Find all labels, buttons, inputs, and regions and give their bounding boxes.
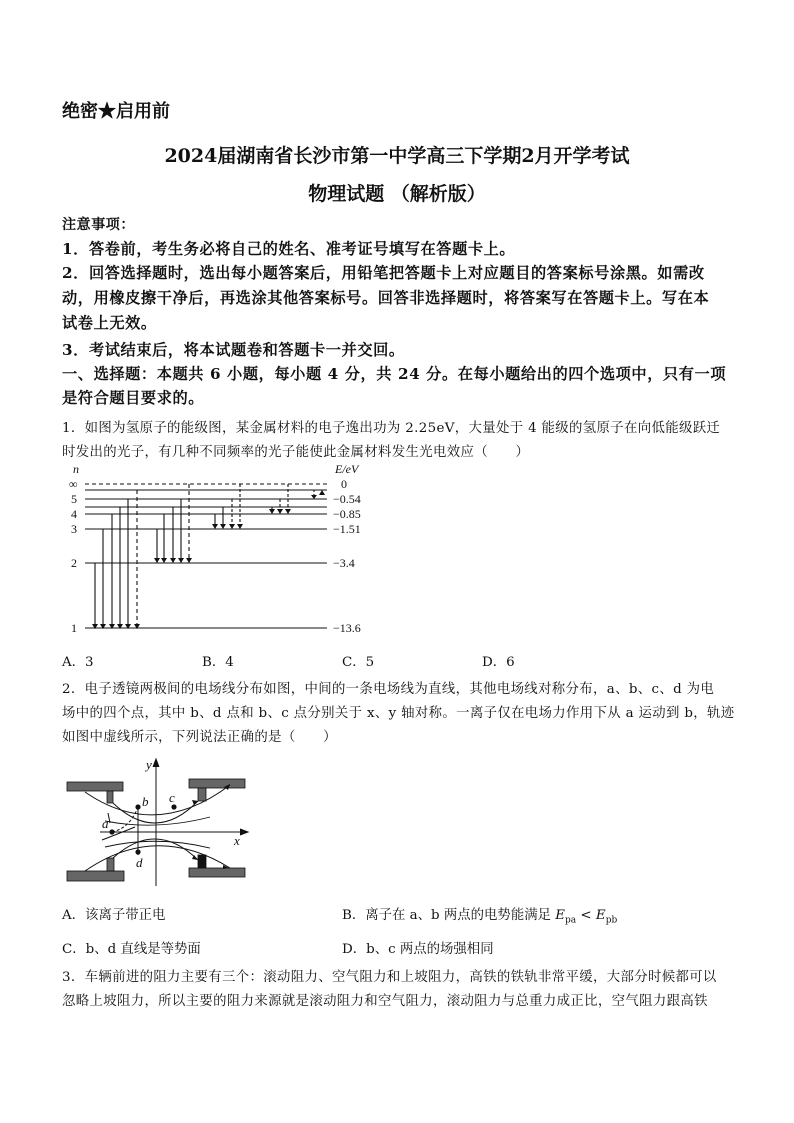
level-n-label: 1 — [71, 621, 77, 635]
q1-stem: 1．如图为氢原子的能级图，某金属材料的电子逸出功为 2.25eV，大量处于 4 能级的氢原子在向低能级跃迁 — [62, 421, 721, 436]
q2-option-b — [342, 904, 617, 926]
confidential-mark: 绝密★启用前 — [62, 101, 170, 122]
energy-subscript: pb — [605, 915, 618, 926]
level-n-label: 3 — [71, 522, 77, 536]
note-line: 1．答卷前，考生务必将自己的姓名、准考证号填写在答题卡上。 — [62, 240, 516, 258]
axis-e-label: E/eV — [335, 462, 359, 476]
q1-stem: 时发出的光子，有几种不同频率的光子能使此金属材料发生光电效应（ ） — [62, 445, 530, 460]
energy-level-diagram — [60, 462, 400, 648]
energy-symbol: E — [595, 908, 606, 923]
level-n-label: 4 — [71, 507, 77, 521]
note-line: 试卷上无效。 — [62, 314, 157, 332]
q3-stem: 3．车辆前进的阻力主要有三个：滚动阻力、空气阻力和上坡阻力，高铁的铁轨非常平缓，大部分时候都可以 — [62, 970, 717, 985]
option-b-text: B．离子在 a、b 两点的电势能满足 — [342, 908, 556, 923]
point-c-label: c — [169, 790, 175, 805]
x-axis-label: x — [234, 833, 240, 848]
level-n-label: 2 — [71, 556, 77, 570]
q1-option-c: C．5 — [342, 655, 375, 670]
level-e-label: −3.4 — [333, 556, 355, 570]
level-e-label: −0.54 — [333, 492, 361, 506]
q1-option-b: B．4 — [202, 655, 234, 670]
point-d-label: d — [136, 855, 143, 870]
level-e-label: −13.6 — [333, 621, 361, 635]
energy-subscript: pa — [565, 915, 577, 926]
section-heading: 是符合题目要求的。 — [62, 389, 205, 407]
q3-stem: 忽略上坡阻力，所以主要的阻力来源就是滚动阻力和空气阻力，滚动阻力与总重力成正比，空气阻力跟高铁 — [62, 994, 708, 1009]
note-line: 动，用橡皮擦干净后，再选涂其他答案标号。回答非选择题时，将答案写在答题卡上。写在本 — [62, 289, 710, 307]
level-e-label: 0 — [341, 477, 347, 491]
q1-option-d: D．6 — [482, 655, 515, 670]
q2-stem: 如图中虚线所示，下列说法正确的是（ ） — [62, 730, 337, 745]
exam-title: 2024届湖南省长沙市第一中学高三下学期2月开学考试 — [164, 145, 630, 167]
level-n-label: ∞ — [69, 477, 78, 491]
q2-stem: 2．电子透镜两极间的电场线分布如图，中间的一条电场线为直线，其他电场线对称分布，a、b、c、d 为电 — [62, 682, 715, 697]
electron-lens-diagram — [60, 755, 260, 890]
level-n-label: 5 — [71, 492, 77, 506]
notes-heading: 注意事项： — [62, 217, 135, 233]
section-heading: 一、选择题：本题共 6 小题，每小题 4 分，共 24 分。在每小题给出的四个选项中，只有一项 — [62, 365, 727, 383]
axis-n-label: n — [73, 462, 79, 476]
q2-option-a: A．该离子带正电 — [62, 908, 166, 923]
note-line: 2．回答选择题时，选出每小题答案后，用铅笔把答题卡上对应题目的答案标号涂黑。如需改 — [62, 264, 705, 282]
less-than: < — [576, 908, 596, 923]
q2-stem: 场中的四个点，其中 b、d 点和 b、c 点分别关于 x、y 轴对称。一离子仅在电场力作用下从 a 运动到 b，轨迹 — [62, 706, 735, 721]
level-e-label: −1.51 — [333, 522, 361, 536]
q1-option-a: A．3 — [62, 655, 94, 670]
level-e-label: −0.85 — [333, 507, 361, 521]
y-axis-label: y — [146, 757, 152, 772]
point-b-label: b — [142, 794, 149, 809]
q2-option-d: D．b、c 两点的场强相同 — [342, 942, 494, 957]
point-a-label: a — [102, 816, 109, 831]
q2-option-c: C．b、d 直线是等势面 — [62, 942, 201, 957]
note-line: 3．考试结束后，将本试题卷和答题卡一并交回。 — [62, 341, 405, 359]
exam-subtitle: 物理试题 （解析版） — [308, 183, 486, 205]
energy-symbol: E — [555, 908, 566, 923]
